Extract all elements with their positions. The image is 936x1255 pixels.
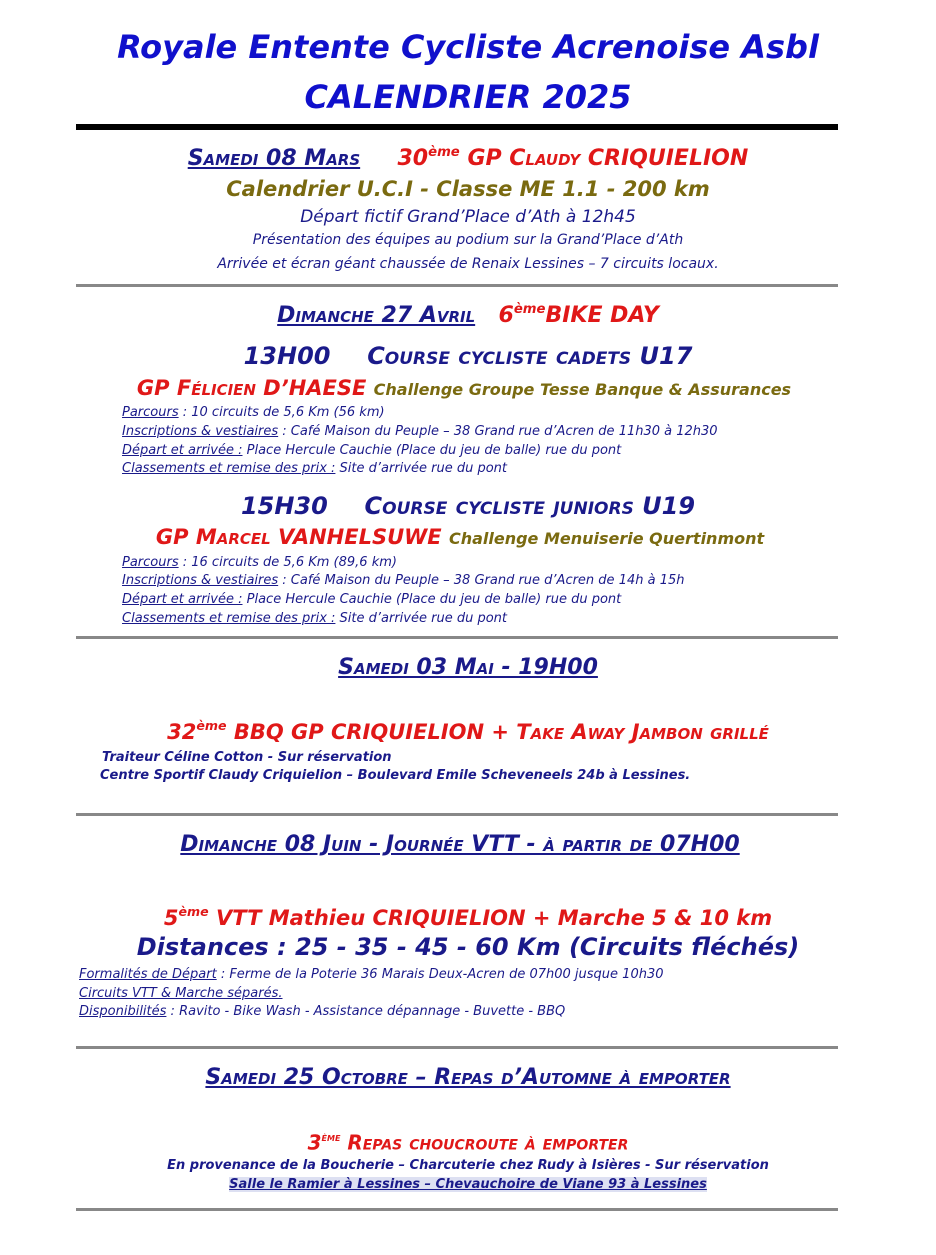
event4-detail: Disponibilités : Ravito - Bike Wash - Assistance dépannage - Buvette - BBQ: [79, 1004, 566, 1019]
event1-date: Samedi 08 Mars: [187, 146, 361, 172]
event5-name: 3ème Repas choucroute à emporter: [307, 1130, 629, 1155]
event2-heading: [0, 302, 936, 328]
race1-detail: Inscriptions & vestiaires : Café Maison du Peuple – 38 Grand rue d’Acren de 11h30 à 12h30: [122, 424, 718, 439]
race1-gp: [0, 376, 932, 400]
event4-detail: Circuits VTT & Marche séparés.: [79, 986, 283, 1001]
race1-heading: [0, 342, 936, 370]
event1-heading: [0, 145, 936, 171]
event3-date: Samedi 03 Mai - 19H00: [338, 655, 598, 680]
race2-detail: Parcours : 16 circuits de 5,6 Km (89,6 km): [122, 555, 397, 570]
event3-traiteur: Traiteur Céline Cotton - Sur réservation: [102, 750, 392, 765]
race1-time: 13H00: [243, 342, 331, 370]
event1-presentation: Présentation des équipes au podium sur la Grand’Place d’Ath: [252, 232, 684, 248]
organization-title: Royale Entente Cycliste Acrenoise Asbl: [117, 28, 819, 66]
race1-gp-name: GP Félicien D’HAESE: [136, 376, 367, 400]
divider-3: [76, 813, 838, 816]
race2-gp: [0, 525, 928, 549]
race2-heading: [0, 492, 936, 520]
race1-detail: Parcours : 10 circuits de 5,6 Km (56 km): [122, 405, 385, 420]
race1-title: Course cycliste cadets U17: [367, 342, 693, 370]
calendar-title: CALENDRIER 2025: [304, 78, 632, 116]
race2-time: 15H30: [240, 492, 328, 520]
race1-challenge: Challenge Groupe Tesse Banque & Assurances: [373, 380, 792, 399]
event1-arrivee: Arrivée et écran géant chaussée de Renaix Lessines – 7 circuits locaux.: [217, 256, 719, 272]
divider-1: [76, 284, 838, 287]
race2-title: Course cycliste juniors U19: [364, 492, 696, 520]
event4-name: 5ème VTT Mathieu CRIQUIELION + Marche 5 & 10 km: [163, 904, 773, 930]
event2-date: Dimanche 27 Avril: [277, 303, 476, 329]
race2-challenge: Challenge Menuiserie Quertinmont: [448, 529, 765, 548]
event5-provenance: En provenance de la Boucherie – Charcuterie chez Rudy à Isières - Sur réservation: [167, 1158, 769, 1173]
event4-distances: Distances : 25 - 35 - 45 - 60 Km (Circuits fléchés): [136, 933, 800, 961]
event5-salle-line: [0, 1177, 936, 1192]
divider-2: [76, 636, 838, 639]
event5-date: Samedi 25 Octobre – Repas d’Automne à emporter: [205, 1065, 731, 1090]
race2-detail: Classements et remise des prix : Site d’arrivée rue du pont: [122, 611, 507, 626]
race1-detail: Classements et remise des prix : Site d’arrivée rue du pont: [122, 461, 507, 476]
header-divider: [76, 124, 838, 130]
event1-name: 30ème GP Claudy CRIQUIELION: [397, 145, 749, 172]
divider-4: [76, 1046, 838, 1049]
event2-name: 6èmeBIKE DAY: [498, 302, 659, 329]
event3-centre: Centre Sportif Claudy Criquielion – Boulevard Emile Scheveneels 24b à Lessines.: [100, 768, 691, 783]
event5-salle: Salle le Ramier à Lessines – Chevauchoire de Viane 93 à Lessines: [229, 1177, 707, 1192]
race2-detail: Inscriptions & vestiaires : Café Maison du Peuple – 38 Grand rue d’Acren de 14h à 15h: [122, 573, 685, 588]
event4-date: Dimanche 08 Juin - Journée VTT - à partir de 07H00: [180, 832, 740, 857]
event1-depart: Départ fictif Grand’Place d’Ath à 12h45: [300, 207, 636, 227]
event3-name: 32ème BBQ GP CRIQUIELION + Take Away Jambon grillé: [167, 718, 769, 744]
race2-gp-name: GP Marcel VANHELSUWE: [155, 525, 442, 549]
race2-detail: Départ et arrivée : Place Hercule Cauchie (Place du jeu de balle) rue du pont: [122, 592, 622, 607]
event4-detail: Formalités de Départ : Ferme de la Poterie 36 Marais Deux-Acren de 07h00 jusque 10h30: [79, 967, 664, 982]
race1-detail: Départ et arrivée : Place Hercule Cauchie (Place du jeu de balle) rue du pont: [122, 443, 622, 458]
event1-classe: Calendrier U.C.I - Classe ME 1.1 - 200 km: [226, 177, 710, 201]
divider-5: [76, 1208, 838, 1211]
